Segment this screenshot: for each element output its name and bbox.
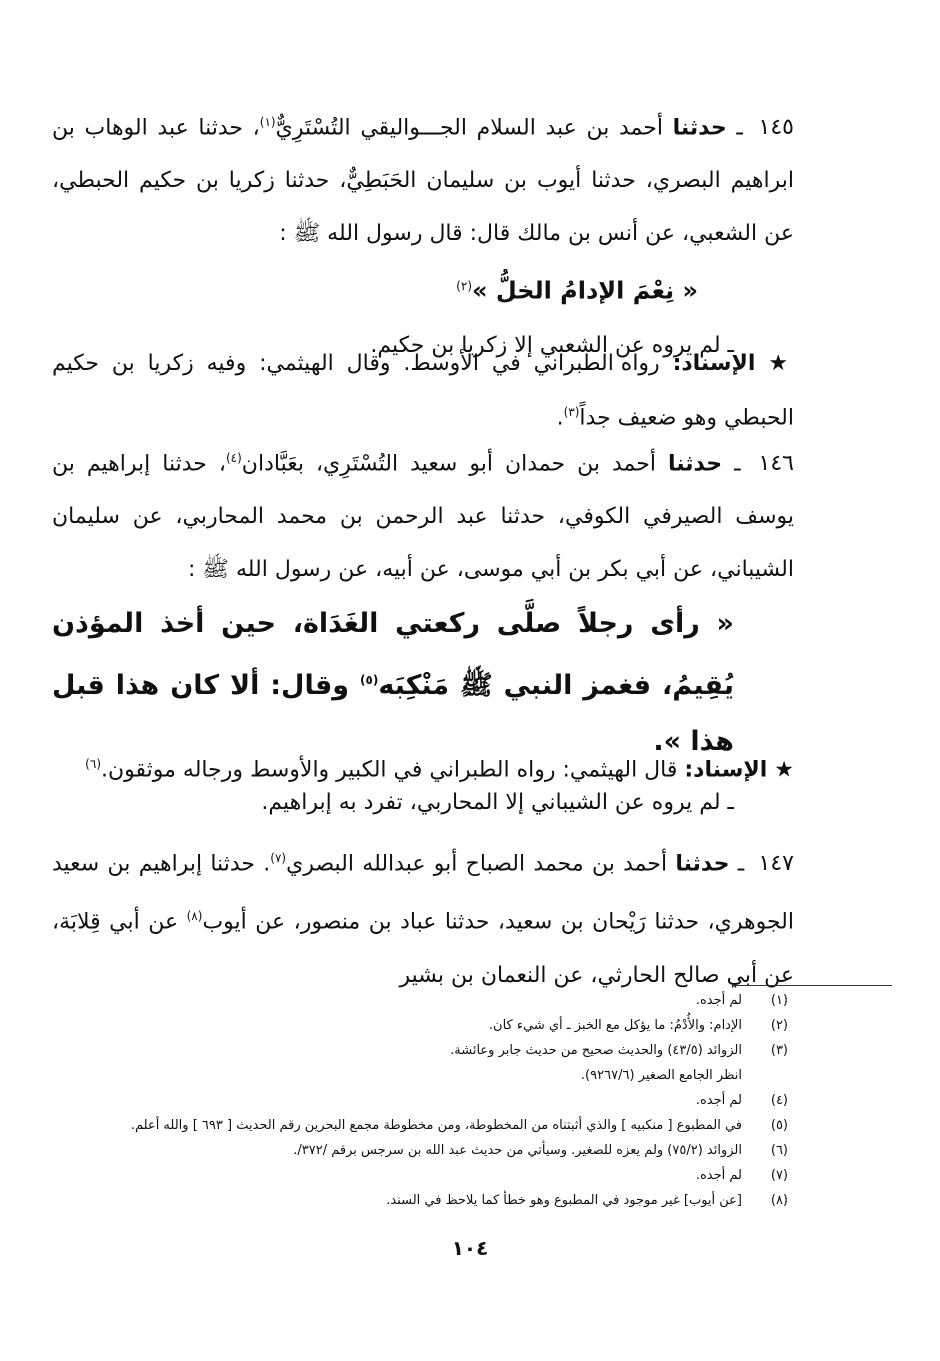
hadith-dash: ـ — [737, 851, 745, 877]
footnote — [48, 988, 788, 1013]
footnote-ref[interactable]: (٣) — [563, 405, 580, 419]
isnad-label: الإسناد: — [672, 351, 756, 376]
matn-part: وقال: ألا كان هذا قبل هذا ». — [52, 670, 734, 758]
star-icon: ★ — [768, 351, 794, 376]
hadith-number: ١٤٧ — [758, 851, 794, 877]
isnad-145 — [52, 340, 794, 442]
hadith-number: ١٤٦ — [758, 451, 794, 477]
footnote-text: في المطبوع [ منكبيه ] والذي أثبتناه من المخطوطة، ومن مخطوطة مجمع البحرين رقم الحديث [ ٦٩٣ ] والله أعلم. — [130, 1118, 742, 1133]
isnad-end: . — [556, 405, 564, 431]
footnote — [48, 1163, 788, 1188]
footnote-text: لم أجده. — [695, 993, 742, 1008]
footnote-text: لم أجده. — [695, 1093, 742, 1108]
footnote-number: (٣) — [770, 1043, 788, 1058]
footnote-ref[interactable]: (٧) — [270, 851, 287, 865]
footnote — [48, 1088, 788, 1113]
footnote-number: (٧) — [770, 1168, 788, 1183]
chain-text: ، حدثنا عبد الوهاب بن ابراهيم البصري، حدثنا أيوب بن سليمان الحَبَطِيٌّ، حدثنا زكريا بن حكيم الحبطي، عن الشعبي، عن أنس بن مالك قال: قال رسول الله ﷺ : — [52, 115, 794, 247]
footnote-text: [عن أيوب] غير موجود في المطبوع وهو خطأ كما يلاحظ في السند. — [386, 1193, 742, 1208]
footnote-number: (٤) — [770, 1093, 788, 1108]
footnote-ref[interactable]: (٨) — [186, 909, 203, 924]
hadith-number: ١٤٥ — [758, 115, 794, 141]
hadith-lead-word: حدثنا — [675, 851, 730, 877]
footnote-text: لم أجده. — [695, 1168, 742, 1183]
footnotes — [48, 988, 788, 1213]
star-icon: ★ — [774, 757, 794, 783]
footnote — [48, 1138, 788, 1163]
chain-text: ، حدثنا إبراهيم بن يوسف الصيرفي الكوفي، حدثنا عبد الرحمن بن محمد المحاربي، عن سليمان الشيباني، عن أبي بكر بن أبي موسى، عن أبيه، عن رسول الله ﷺ : — [52, 451, 794, 583]
matn-part: « رأى رجلاً صلَّى ركعتي الغَدَاة، حين أخذ المؤذن يُقِيمُ، فغمز النبي ﷺ مَنْكِبَه — [52, 608, 734, 702]
hadith-lead-word: حدثنا — [672, 115, 727, 141]
footnote-text: الزوائد (٤٣/٥) والحديث صحيح من حديث جابر وعائشة. — [450, 1043, 742, 1058]
footnote-number: (٥) — [770, 1118, 788, 1133]
footnote-text: الإدام: والأُدْمُ: ما يؤكل مع الخبز ـ أي شيء كان. — [488, 1018, 742, 1033]
footnote-text: الزوائد (٧٥/٢) ولم يعزه للصغير. وسيأتي من حديث عبد الله بن سرجس برقم /٣٧٢/. — [293, 1143, 742, 1158]
footnote — [48, 1113, 788, 1138]
footnote-divider — [732, 985, 892, 986]
chain-text: أحمد بن محمد الصباح أبو عبدالله البصري — [286, 851, 668, 877]
footnote-number: (٦) — [770, 1143, 788, 1158]
isnad-label: الإسناد: — [684, 757, 768, 783]
isnad-text: رواه الطبراني في الأوسط. وقال الهيثمي: وفيه زكريا بن حكيم الحبطي وهو ضعيف جداً — [52, 351, 794, 431]
page-number: ١٠٤ — [451, 1236, 489, 1260]
chain-text: أحمد بن حمدان أبو سعيد التُسْتَرِي، بعَبَّادان — [241, 451, 656, 477]
footnote-number: (٨) — [770, 1193, 788, 1208]
footnote-ref[interactable]: (٥) — [360, 673, 379, 688]
footnote — [48, 1188, 788, 1213]
footnote-continuation: انظر الجامع الصغير (٩٢٦٧/٦). — [580, 1068, 742, 1083]
footnote — [48, 1038, 788, 1063]
hadith-matn: « نِعْمَ الإدامُ الخلُّ » — [472, 276, 698, 305]
footnote — [48, 1013, 788, 1038]
footnote-ref[interactable]: (٢) — [456, 279, 472, 294]
footnote-number: (١) — [770, 993, 788, 1008]
hadith-147 — [52, 832, 794, 1002]
chain-text: . حدثنا إبراهيم بن سعيد الجوهري، حدثنا رَيْحان بن سعيد، حدثنا عباد بن منصور، عن أيوب — [52, 851, 794, 935]
footnote-ref[interactable]: (١) — [259, 115, 276, 129]
footnote-number: (٢) — [770, 1018, 788, 1033]
hadith-comment: ـ لم يروه عن الشيباني إلا المحاربي، تفرد به إبراهيم. — [261, 790, 734, 816]
hadith-145 — [52, 96, 794, 372]
hadith-lead-word: حدثنا — [667, 451, 723, 477]
isnad-text: قال الهيثمي: رواه الطبراني في الكبير والأوسط ورجاله موثقون. — [101, 757, 678, 783]
chain-text: عن أبي قِلابَة، عن أبي صالح الحارثي، عن النعمان بن بشير — [52, 909, 794, 988]
hadith-dash: ـ — [734, 451, 741, 477]
isnad-146 — [52, 740, 794, 794]
chain-text: أحمد بن عبد السلام الجـــواليقي التُسْتَرِيٌّ — [275, 115, 663, 141]
hadith-dash: ـ — [736, 115, 743, 141]
footnote-ref[interactable]: (٤) — [225, 451, 242, 465]
footnote-ref[interactable]: (٦) — [85, 757, 101, 771]
hadith-comment: ـ لم يروه عن الشعبي إلا زكريا بن حكيم. — [370, 332, 734, 358]
